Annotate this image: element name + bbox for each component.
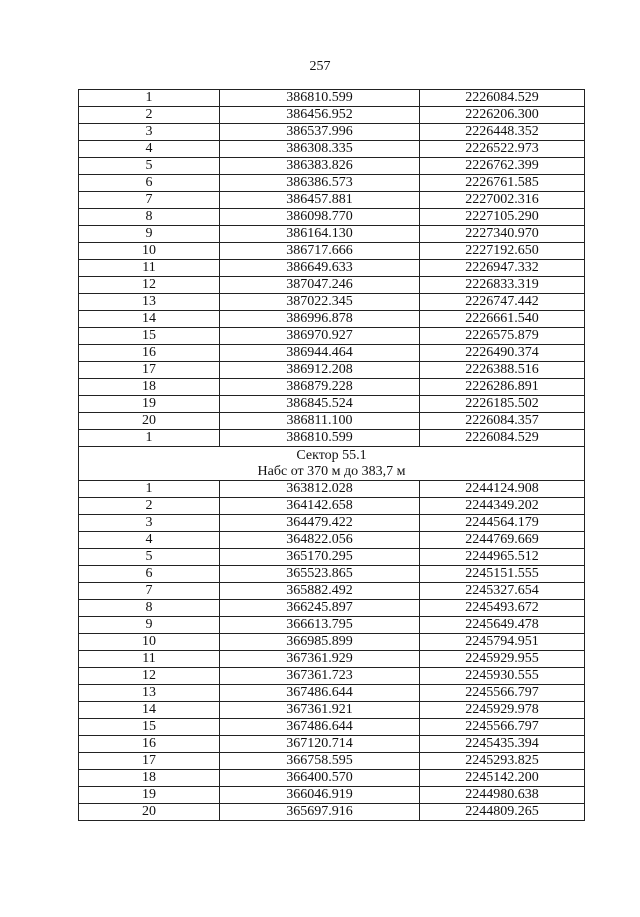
x-coordinate-cell: 367486.644 bbox=[220, 685, 420, 702]
sector-title: Сектор 55.1 bbox=[296, 447, 367, 463]
x-coordinate-cell: 365523.865 bbox=[220, 566, 420, 583]
table-row bbox=[79, 566, 585, 583]
x-coordinate-cell: 386879.228 bbox=[220, 379, 420, 396]
y-coordinate-cell: 2226084.529 bbox=[420, 430, 585, 447]
table-row bbox=[79, 515, 585, 532]
x-coordinate-cell: 367361.723 bbox=[220, 668, 420, 685]
point-number-cell: 4 bbox=[79, 532, 220, 549]
coordinates-block-2 bbox=[79, 481, 585, 821]
y-coordinate-cell: 2226448.352 bbox=[420, 124, 585, 141]
y-coordinate-cell: 2226286.891 bbox=[420, 379, 585, 396]
table-row bbox=[79, 804, 585, 821]
point-number-cell: 5 bbox=[79, 158, 220, 175]
point-number-cell: 14 bbox=[79, 311, 220, 328]
y-coordinate-cell: 2245142.200 bbox=[420, 770, 585, 787]
table-row bbox=[79, 311, 585, 328]
table-row bbox=[79, 498, 585, 515]
point-number-cell: 1 bbox=[79, 430, 220, 447]
point-number-cell: 11 bbox=[79, 260, 220, 277]
table-row bbox=[79, 294, 585, 311]
table-row bbox=[79, 736, 585, 753]
point-number-cell: 17 bbox=[79, 753, 220, 770]
table-row bbox=[79, 719, 585, 736]
point-number-cell: 1 bbox=[79, 90, 220, 107]
x-coordinate-cell: 367361.921 bbox=[220, 702, 420, 719]
y-coordinate-cell: 2244809.265 bbox=[420, 804, 585, 821]
x-coordinate-cell: 364479.422 bbox=[220, 515, 420, 532]
table-row bbox=[79, 770, 585, 787]
point-number-cell: 20 bbox=[79, 413, 220, 430]
point-number-cell: 17 bbox=[79, 362, 220, 379]
table-row bbox=[79, 617, 585, 634]
y-coordinate-cell: 2245929.978 bbox=[420, 702, 585, 719]
x-coordinate-cell: 386912.208 bbox=[220, 362, 420, 379]
y-coordinate-cell: 2227002.316 bbox=[420, 192, 585, 209]
table-row bbox=[79, 379, 585, 396]
y-coordinate-cell: 2226490.374 bbox=[420, 345, 585, 362]
point-number-cell: 8 bbox=[79, 600, 220, 617]
table-row bbox=[79, 243, 585, 260]
table-row bbox=[79, 141, 585, 158]
y-coordinate-cell: 2226947.332 bbox=[420, 260, 585, 277]
x-coordinate-cell: 365697.916 bbox=[220, 804, 420, 821]
point-number-cell: 10 bbox=[79, 634, 220, 651]
point-number-cell: 16 bbox=[79, 736, 220, 753]
point-number-cell: 15 bbox=[79, 719, 220, 736]
point-number-cell: 9 bbox=[79, 226, 220, 243]
y-coordinate-cell: 2245566.797 bbox=[420, 719, 585, 736]
point-number-cell: 3 bbox=[79, 515, 220, 532]
table-row bbox=[79, 158, 585, 175]
x-coordinate-cell: 367361.929 bbox=[220, 651, 420, 668]
table-row bbox=[79, 209, 585, 226]
table-row bbox=[79, 634, 585, 651]
point-number-cell: 4 bbox=[79, 141, 220, 158]
x-coordinate-cell: 366400.570 bbox=[220, 770, 420, 787]
x-coordinate-cell: 386810.599 bbox=[220, 90, 420, 107]
point-number-cell: 20 bbox=[79, 804, 220, 821]
table-row bbox=[79, 702, 585, 719]
table-row bbox=[79, 668, 585, 685]
x-coordinate-cell: 386970.927 bbox=[220, 328, 420, 345]
y-coordinate-cell: 2244124.908 bbox=[420, 481, 585, 498]
table-row bbox=[79, 481, 585, 498]
x-coordinate-cell: 386456.952 bbox=[220, 107, 420, 124]
point-number-cell: 16 bbox=[79, 345, 220, 362]
y-coordinate-cell: 2244349.202 bbox=[420, 498, 585, 515]
x-coordinate-cell: 386717.666 bbox=[220, 243, 420, 260]
x-coordinate-cell: 386386.573 bbox=[220, 175, 420, 192]
y-coordinate-cell: 2226762.399 bbox=[420, 158, 585, 175]
point-number-cell: 13 bbox=[79, 294, 220, 311]
sector-header-row bbox=[79, 447, 585, 481]
sector-header bbox=[79, 447, 585, 481]
x-coordinate-cell: 386457.881 bbox=[220, 192, 420, 209]
x-coordinate-cell: 386649.633 bbox=[220, 260, 420, 277]
y-coordinate-cell: 2245327.654 bbox=[420, 583, 585, 600]
y-coordinate-cell: 2226084.357 bbox=[420, 413, 585, 430]
point-number-cell: 9 bbox=[79, 617, 220, 634]
point-number-cell: 18 bbox=[79, 379, 220, 396]
table-row bbox=[79, 226, 585, 243]
point-number-cell: 19 bbox=[79, 787, 220, 804]
table-row bbox=[79, 583, 585, 600]
coordinates-block-1 bbox=[79, 90, 585, 447]
y-coordinate-cell: 2245929.955 bbox=[420, 651, 585, 668]
table-row bbox=[79, 107, 585, 124]
point-number-cell: 14 bbox=[79, 702, 220, 719]
table-row bbox=[79, 549, 585, 566]
table-row bbox=[79, 685, 585, 702]
y-coordinate-cell: 2226522.973 bbox=[420, 141, 585, 158]
y-coordinate-cell: 2226833.319 bbox=[420, 277, 585, 294]
y-coordinate-cell: 2245493.672 bbox=[420, 600, 585, 617]
point-number-cell: 11 bbox=[79, 651, 220, 668]
table-row bbox=[79, 345, 585, 362]
table-row bbox=[79, 413, 585, 430]
x-coordinate-cell: 386811.100 bbox=[220, 413, 420, 430]
table-row bbox=[79, 600, 585, 617]
x-coordinate-cell: 366758.595 bbox=[220, 753, 420, 770]
y-coordinate-cell: 2226206.300 bbox=[420, 107, 585, 124]
table-row bbox=[79, 124, 585, 141]
y-coordinate-cell: 2226388.516 bbox=[420, 362, 585, 379]
y-coordinate-cell: 2226575.879 bbox=[420, 328, 585, 345]
point-number-cell: 2 bbox=[79, 107, 220, 124]
y-coordinate-cell: 2226661.540 bbox=[420, 311, 585, 328]
point-number-cell: 1 bbox=[79, 481, 220, 498]
x-coordinate-cell: 365882.492 bbox=[220, 583, 420, 600]
x-coordinate-cell: 365170.295 bbox=[220, 549, 420, 566]
y-coordinate-cell: 2226761.585 bbox=[420, 175, 585, 192]
point-number-cell: 10 bbox=[79, 243, 220, 260]
x-coordinate-cell: 364142.658 bbox=[220, 498, 420, 515]
x-coordinate-cell: 367120.714 bbox=[220, 736, 420, 753]
point-number-cell: 19 bbox=[79, 396, 220, 413]
point-number-cell: 18 bbox=[79, 770, 220, 787]
x-coordinate-cell: 386383.826 bbox=[220, 158, 420, 175]
table-row bbox=[79, 430, 585, 447]
x-coordinate-cell: 364822.056 bbox=[220, 532, 420, 549]
y-coordinate-cell: 2245794.951 bbox=[420, 634, 585, 651]
point-number-cell: 7 bbox=[79, 583, 220, 600]
x-coordinate-cell: 387047.246 bbox=[220, 277, 420, 294]
y-coordinate-cell: 2245566.797 bbox=[420, 685, 585, 702]
y-coordinate-cell: 2244564.179 bbox=[420, 515, 585, 532]
point-number-cell: 6 bbox=[79, 566, 220, 583]
x-coordinate-cell: 386845.524 bbox=[220, 396, 420, 413]
table-row bbox=[79, 328, 585, 345]
table-row bbox=[79, 362, 585, 379]
x-coordinate-cell: 363812.028 bbox=[220, 481, 420, 498]
page-number: 257 bbox=[309, 59, 331, 74]
y-coordinate-cell: 2226185.502 bbox=[420, 396, 585, 413]
point-number-cell: 7 bbox=[79, 192, 220, 209]
x-coordinate-cell: 366985.899 bbox=[220, 634, 420, 651]
y-coordinate-cell: 2245649.478 bbox=[420, 617, 585, 634]
y-coordinate-cell: 2227192.650 bbox=[420, 243, 585, 260]
table-row bbox=[79, 396, 585, 413]
table-row bbox=[79, 753, 585, 770]
sector-header-cell bbox=[79, 447, 585, 481]
x-coordinate-cell: 366613.795 bbox=[220, 617, 420, 634]
coordinates-table bbox=[78, 89, 585, 821]
x-coordinate-cell: 386164.130 bbox=[220, 226, 420, 243]
y-coordinate-cell: 2226747.442 bbox=[420, 294, 585, 311]
table-row bbox=[79, 260, 585, 277]
y-coordinate-cell: 2244980.638 bbox=[420, 787, 585, 804]
y-coordinate-cell: 2245930.555 bbox=[420, 668, 585, 685]
x-coordinate-cell: 386944.464 bbox=[220, 345, 420, 362]
table-row bbox=[79, 532, 585, 549]
point-number-cell: 8 bbox=[79, 209, 220, 226]
point-number-cell: 2 bbox=[79, 498, 220, 515]
table-row bbox=[79, 90, 585, 107]
y-coordinate-cell: 2227105.290 bbox=[420, 209, 585, 226]
x-coordinate-cell: 387022.345 bbox=[220, 294, 420, 311]
x-coordinate-cell: 366245.897 bbox=[220, 600, 420, 617]
table-row bbox=[79, 192, 585, 209]
point-number-cell: 6 bbox=[79, 175, 220, 192]
y-coordinate-cell: 2245151.555 bbox=[420, 566, 585, 583]
y-coordinate-cell: 2244769.669 bbox=[420, 532, 585, 549]
x-coordinate-cell: 386996.878 bbox=[220, 311, 420, 328]
y-coordinate-cell: 2244965.512 bbox=[420, 549, 585, 566]
y-coordinate-cell: 2245293.825 bbox=[420, 753, 585, 770]
sector-subtitle: Набс от 370 м до 383,7 м bbox=[257, 463, 406, 479]
point-number-cell: 13 bbox=[79, 685, 220, 702]
point-number-cell: 12 bbox=[79, 668, 220, 685]
table-row bbox=[79, 277, 585, 294]
point-number-cell: 5 bbox=[79, 549, 220, 566]
x-coordinate-cell: 366046.919 bbox=[220, 787, 420, 804]
x-coordinate-cell: 386810.599 bbox=[220, 430, 420, 447]
x-coordinate-cell: 386537.996 bbox=[220, 124, 420, 141]
x-coordinate-cell: 386308.335 bbox=[220, 141, 420, 158]
x-coordinate-cell: 367486.644 bbox=[220, 719, 420, 736]
table-row bbox=[79, 651, 585, 668]
x-coordinate-cell: 386098.770 bbox=[220, 209, 420, 226]
point-number-cell: 12 bbox=[79, 277, 220, 294]
point-number-cell: 3 bbox=[79, 124, 220, 141]
y-coordinate-cell: 2245435.394 bbox=[420, 736, 585, 753]
table-row bbox=[79, 175, 585, 192]
y-coordinate-cell: 2227340.970 bbox=[420, 226, 585, 243]
table-row bbox=[79, 787, 585, 804]
y-coordinate-cell: 2226084.529 bbox=[420, 90, 585, 107]
point-number-cell: 15 bbox=[79, 328, 220, 345]
